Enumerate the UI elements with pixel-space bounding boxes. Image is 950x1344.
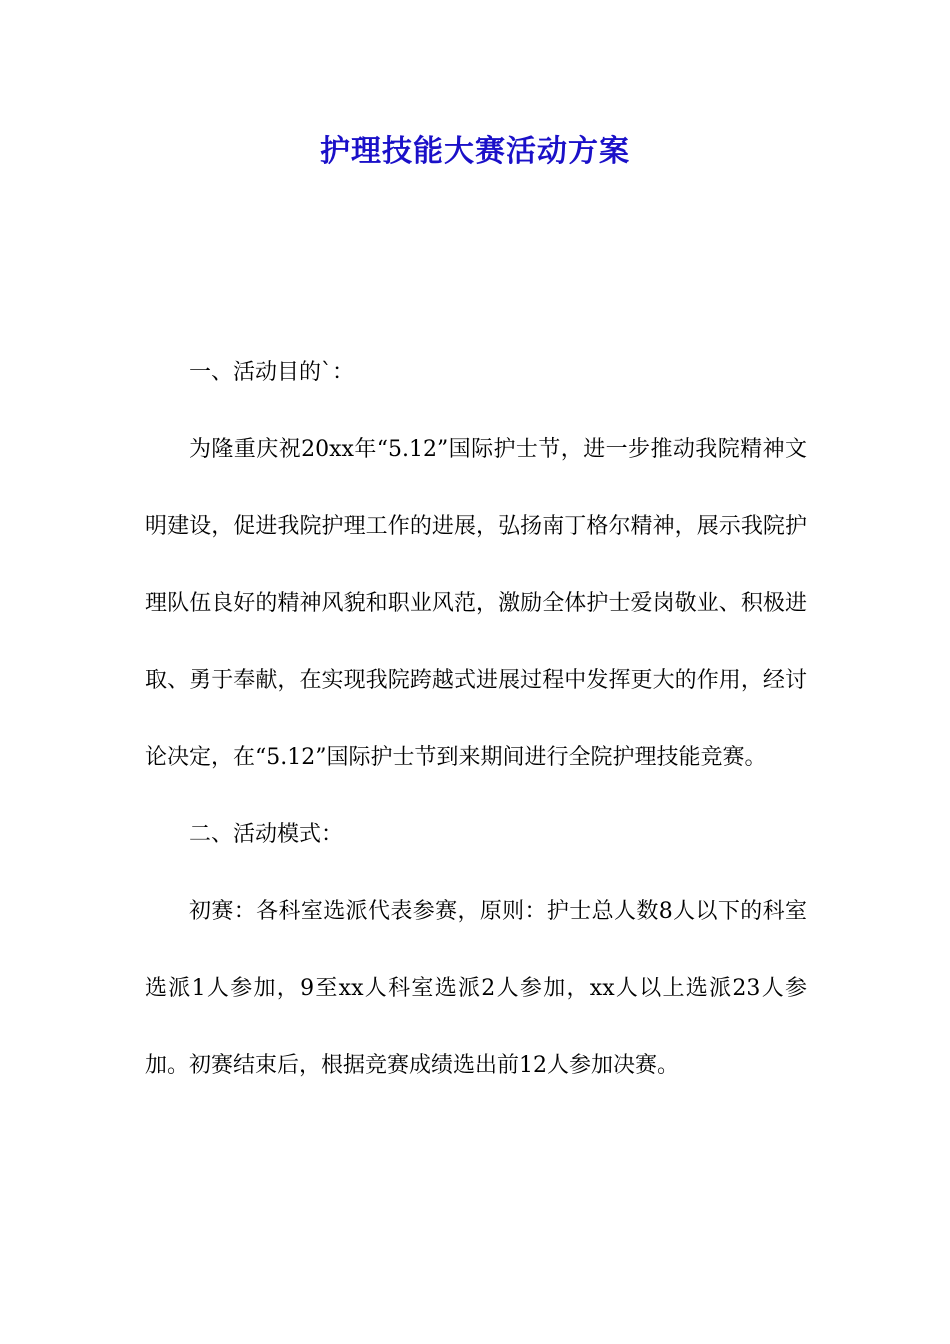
section-heading-mode: 二、活动模式： — [189, 822, 344, 847]
section-paragraph-purpose: 为隆重庆祝20xx年“5.12”国际护士节，进一步推动我院精神文明建设，促进我院护理工作的进展，弘扬南丁格尔精神，展示我院护理队伍良好的精神风貌和职业风范，激励全体护士爱岗敬业、积极进取、勇于奉献，在实现我院跨越式进展过程中发挥更大的作用，经讨论决定，在“5.12”国际护士节到来期间进行全院护理技能竞赛。 — [145, 437, 807, 770]
section-heading-purpose: 一、活动目的`： — [189, 360, 355, 385]
document-body — [145, 334, 807, 1104]
document-title: 护理技能大赛活动方案 — [320, 134, 630, 169]
section-paragraph-mode: 初赛：各科室选派代表参赛，原则：护士总人数8人以下的科室选派1人参加，9至xx人科室选派2人参加，xx人以上选派23人参加。初赛结束后，根据竞赛成绩选出前12人参加决赛。 — [145, 899, 807, 1078]
